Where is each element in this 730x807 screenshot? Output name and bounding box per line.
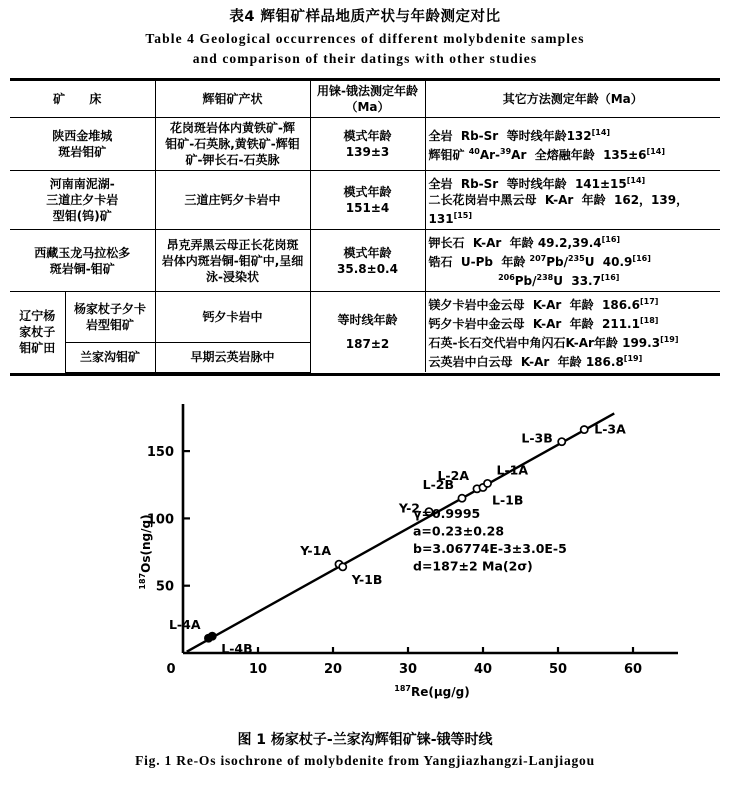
regression-annotations bbox=[413, 506, 567, 574]
table-header-row bbox=[10, 81, 720, 118]
table-row bbox=[10, 118, 720, 171]
data-point-label: Y-1A bbox=[300, 542, 331, 558]
x-tick-label: 0 bbox=[166, 661, 176, 677]
cell-deposit bbox=[10, 230, 155, 292]
age-label: 等时线年龄 bbox=[337, 313, 398, 327]
x-tick-label: 20 bbox=[323, 661, 343, 677]
deposit-line1: 河南南泥湖- bbox=[49, 177, 115, 191]
table-title-english-line2: and comparison of their datings with other studies bbox=[192, 51, 538, 66]
svg-text:187Os(ng/g): $^{187}$Os(ng/g) bbox=[138, 513, 153, 590]
age-value: 35.8±0.4 bbox=[337, 261, 398, 276]
deposit-line1: 陕西金堆城 bbox=[52, 129, 113, 143]
age-value: 139±3 bbox=[345, 145, 390, 159]
regression-annotation-line: γ=0.9995 bbox=[413, 505, 481, 521]
data-point-label: L-3B bbox=[521, 430, 553, 446]
geology-table bbox=[10, 81, 720, 373]
table-body bbox=[10, 118, 720, 373]
table-row bbox=[10, 171, 720, 230]
cell-reos-age bbox=[310, 230, 425, 292]
occurrence-line: 矿-钾长石-石英脉 bbox=[185, 153, 280, 167]
deposit-line2: 斑岩钼矿 bbox=[58, 145, 107, 159]
cell-reos-age bbox=[310, 118, 425, 171]
age-label: 模式年龄 bbox=[343, 129, 392, 143]
age-value: 151±4 bbox=[345, 201, 390, 215]
header-occurrence: 辉钼矿产状 bbox=[155, 81, 310, 118]
regression-annotation-line: d=187±2 Ma(2σ) bbox=[413, 558, 533, 573]
data-point bbox=[339, 563, 346, 570]
figure-caption-block bbox=[0, 729, 730, 771]
sub-deposit-line2: 岩型钼矿 bbox=[85, 318, 134, 333]
other-age-line: 锆石 U-Pb 年龄 $^{207}$Pb/$^{235}$U 40.9[16] bbox=[428, 254, 651, 269]
table-row bbox=[10, 230, 720, 292]
deposit-line2: 斑岩铜-钼矿 bbox=[49, 261, 115, 276]
chart-svg bbox=[0, 382, 730, 727]
table-title-english-line1: Table 4 Geological occurrences of different molybdenite samples bbox=[145, 31, 585, 46]
occurrence-line: 岩体内斑岩铜-钼矿中,呈细 bbox=[161, 253, 304, 268]
deposit-line3: 型钼(钨)矿 bbox=[52, 209, 112, 223]
header-deposit: 矿 床 bbox=[10, 81, 155, 118]
cell-occurrence: 钙夕卡岩中 bbox=[155, 292, 310, 343]
header-reos-age: 用铼-锇法测定年龄（Ma） bbox=[310, 81, 425, 118]
table-row bbox=[10, 292, 720, 343]
y-axis-title bbox=[138, 514, 153, 589]
cell-sub-deposit bbox=[65, 292, 155, 343]
age-label: 模式年龄 bbox=[343, 185, 392, 199]
cell-reos-age bbox=[310, 171, 425, 230]
table-title-chinese: 表4 辉钼矿样品地质产状与年龄测定对比 bbox=[229, 9, 501, 25]
data-point bbox=[458, 494, 465, 501]
cell-deposit bbox=[10, 118, 155, 171]
y-tick-label: 50 bbox=[155, 579, 174, 595]
sub-deposit-line1: 杨家杖子夕卡 bbox=[73, 302, 146, 317]
age-value: 187±2 bbox=[345, 337, 390, 351]
occurrence-line: 昂克弄黑云母正长花岗斑 bbox=[166, 237, 299, 252]
data-point bbox=[558, 438, 565, 445]
data-point-label: L-1A bbox=[496, 461, 529, 477]
other-age-line: 辉钼矿 $^{40}$Ar-$^{39}$Ar 全熔融年龄 135±6[14] bbox=[428, 147, 665, 162]
other-age-line: 钙夕卡岩中金云母 K-Ar 年龄 211.1[18] bbox=[428, 316, 659, 331]
isochrone-chart bbox=[0, 382, 730, 727]
x-tick-label: 10 bbox=[248, 661, 268, 677]
regression-annotation-line: b=3.06774E-3±3.0E-5 bbox=[413, 540, 567, 556]
occurrence-line: 钼矿-石英脉,黄铁矿-辉钼 bbox=[165, 137, 300, 151]
data-point-label: L-4A bbox=[168, 616, 201, 632]
data-point-label: L-4B bbox=[221, 640, 253, 656]
cell-occurrence bbox=[155, 118, 310, 171]
cell-occurrence bbox=[155, 171, 310, 230]
cell-deposit-field bbox=[10, 292, 65, 373]
other-age-line: 钾长石 K-Ar 年龄 49.2,39.4[16] bbox=[428, 235, 621, 250]
figure-caption-chinese: 图 1 杨家杖子-兰家沟辉钼矿铼-锇等时线 bbox=[237, 731, 493, 748]
other-age-line: 二长花岗岩中黑云母 K-Ar 年龄 162，139，131[15] bbox=[428, 193, 689, 226]
geology-table-wrapper bbox=[10, 78, 720, 376]
data-point-label: L-3A bbox=[594, 421, 626, 437]
table-title-block bbox=[0, 0, 730, 69]
x-tick-label: 30 bbox=[398, 661, 418, 677]
y-tick-label: 150 bbox=[146, 444, 174, 460]
data-point bbox=[484, 479, 491, 486]
other-age-line: 全岩 Rb-Sr 等时线年龄 141±15[14] bbox=[428, 176, 646, 191]
data-point bbox=[209, 632, 216, 639]
deposit-line1: 辽宁杨 bbox=[19, 309, 56, 323]
x-tick-label: 40 bbox=[473, 661, 493, 677]
occurrence-line: 三道庄钙夕卡岩中 bbox=[184, 193, 281, 207]
header-other-age: 其它方法测定年龄（Ma） bbox=[425, 81, 720, 118]
data-point-label: Y-2 bbox=[398, 500, 420, 516]
deposit-line2: 三道庄夕卡岩 bbox=[46, 193, 119, 207]
data-point-label: L-2A bbox=[437, 467, 469, 483]
age-label: 模式年龄 bbox=[343, 245, 392, 260]
occurrence-line: 泳-浸染状 bbox=[206, 269, 259, 284]
other-age-line: $^{206}$Pb/$^{238}$U 33.7[16] bbox=[498, 273, 620, 288]
other-age-line: 云英岩中白云母 K-Ar 年龄 186.8[19] bbox=[428, 354, 643, 369]
x-tick-label: 50 bbox=[548, 661, 568, 677]
table-header bbox=[10, 81, 720, 118]
cell-other-age bbox=[425, 118, 720, 171]
cell-reos-age bbox=[310, 292, 425, 373]
data-point-label: L-2B bbox=[422, 476, 454, 492]
data-point bbox=[581, 425, 588, 432]
occurrence-line: 花岗斑岩体内黄铁矿-辉 bbox=[170, 121, 295, 135]
cell-deposit bbox=[10, 171, 155, 230]
deposit-line3: 钼矿田 bbox=[19, 341, 56, 355]
other-age-line: 全岩 Rb-Sr 等时线年龄132[14] bbox=[428, 128, 611, 143]
cell-other-age bbox=[425, 292, 720, 373]
x-tick-label: 60 bbox=[623, 661, 643, 677]
data-point-label: L-1B bbox=[492, 491, 524, 507]
deposit-line1: 西藏玉龙马拉松多 bbox=[34, 245, 131, 260]
figure-caption-english: Fig. 1 Re-Os isochrone of molybdenite from Yangjiazhangzi-Lanjiagou bbox=[135, 752, 595, 768]
cell-sub-deposit: 兰家沟钼矿 bbox=[65, 343, 155, 372]
other-age-line: 镁夕卡岩中金云母 K-Ar 年龄 186.6[17] bbox=[428, 297, 659, 312]
svg-text:187Re(μg/g): $^{187}$Re(μg/g) bbox=[394, 683, 470, 699]
regression-annotation-line: a=0.23±0.28 bbox=[413, 523, 505, 538]
cell-other-age bbox=[425, 230, 720, 292]
cell-other-age bbox=[425, 171, 720, 230]
x-axis-title bbox=[394, 684, 469, 699]
deposit-line2: 家杖子 bbox=[19, 325, 56, 339]
cell-occurrence bbox=[155, 230, 310, 292]
y-tick-label: 100 bbox=[146, 511, 174, 527]
data-point-labels bbox=[169, 421, 626, 656]
isochrone-fit-line bbox=[187, 413, 615, 651]
data-point-label: Y-1B bbox=[351, 571, 383, 587]
other-age-line: 石英-长石交代岩中角闪石K-Ar年龄 199.3[19] bbox=[428, 335, 679, 350]
cell-occurrence: 早期云英岩脉中 bbox=[155, 343, 310, 372]
